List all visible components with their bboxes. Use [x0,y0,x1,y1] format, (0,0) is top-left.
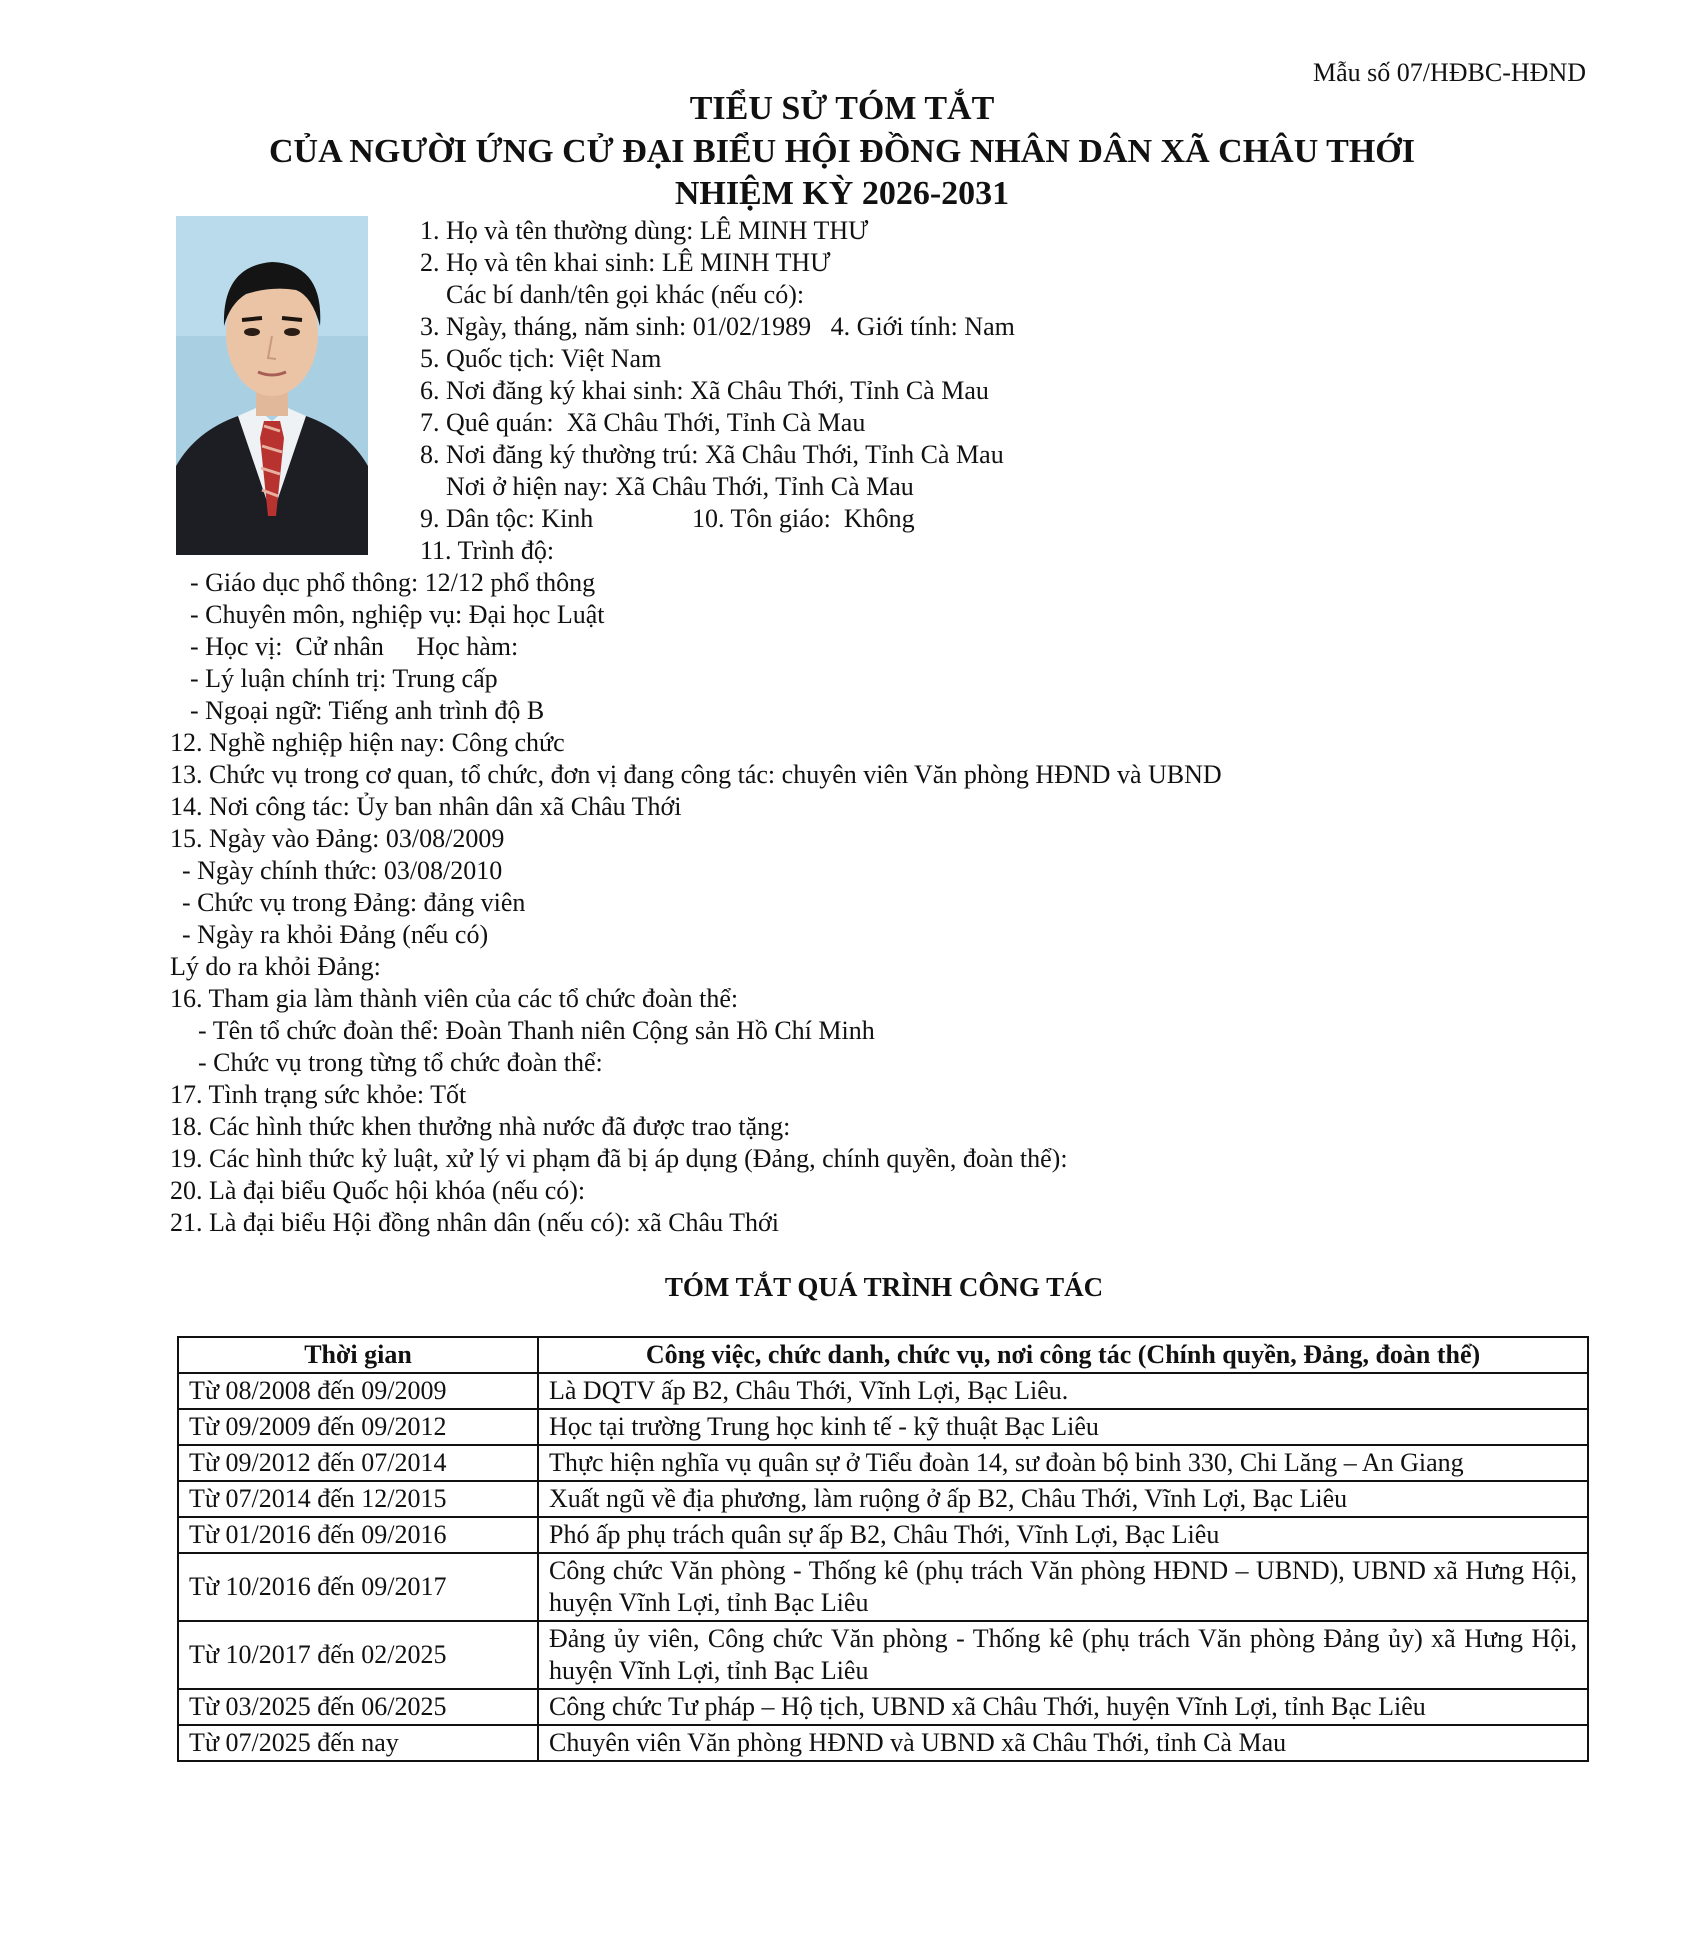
description-cell: Học tại trường Trung học kinh tế - kỹ thuật Bạc Liêu [538,1409,1588,1445]
period-cell: Từ 10/2016 đến 09/2017 [178,1553,538,1621]
period-cell: Từ 09/2009 đến 09/2012 [178,1409,538,1445]
party-official-date: - Ngày chính thức: 03/08/2010 [182,856,503,885]
period-cell: Từ 07/2025 đến nay [178,1725,538,1761]
current-position: 13. Chức vụ trong cơ quan, tổ chức, đơn vị đang công tác: chuyên viên Văn phòng HĐND và UBND [170,760,1222,789]
union-membership: 16. Tham gia làm thành viên của các tổ chức đoàn thể: [170,984,739,1013]
description-cell: Phó ấp phụ trách quân sự ấp B2, Châu Thới, Vĩnh Lợi, Bạc Liêu [538,1517,1588,1553]
awards: 18. Các hình thức khen thưởng nhà nước đã được trao tặng: [170,1112,791,1141]
table-row [178,1445,1588,1481]
permanent-residence: 8. Nơi đăng ký thường trú: Xã Châu Thới, Tỉnh Cà Mau [420,440,1004,469]
birth-registration-place: 6. Nơi đăng ký khai sinh: Xã Châu Thới, Tỉnh Cà Mau [420,376,989,405]
academic-degree: - Học vị: Cử nhân Học hàm: [190,632,519,661]
aliases: Các bí danh/tên gọi khác (nếu có): [446,280,805,309]
health-status: 17. Tình trạng sức khỏe: Tốt [170,1080,467,1109]
foreign-language: - Ngoại ngữ: Tiếng anh trình độ B [190,696,545,725]
term-title: NHIỆM KỲ 2026-2031 [674,175,1010,212]
party-join-date: 15. Ngày vào Đảng: 03/08/2009 [170,824,505,853]
education-heading: 11. Trình độ: [420,536,555,565]
description-cell: Đảng ủy viên, Công chức Văn phòng - Thống kê (phụ trách Văn phòng Đảng ủy) xã Hưng Hội, huyện Vĩnh Lợi, tỉnh Bạc Liêu [538,1621,1588,1689]
portrait-photo [176,216,368,555]
period-cell: Từ 09/2012 đến 07/2014 [178,1445,538,1481]
work-history-table [177,1336,1589,1762]
union-name: - Tên tổ chức đoàn thể: Đoàn Thanh niên Cộng sản Hồ Chí Minh [198,1016,875,1045]
hometown: 7. Quê quán: Xã Châu Thới, Tỉnh Cà Mau [420,408,866,437]
period-cell: Từ 01/2016 đến 09/2016 [178,1517,538,1553]
description-cell: Công chức Văn phòng - Thống kê (phụ trách Văn phòng HĐND – UBND), UBND xã Hưng Hội, huyện Vĩnh Lợi, tỉnh Bạc Liêu [538,1553,1588,1621]
description-cell: Chuyên viên Văn phòng HĐND và UBND xã Châu Thới, tỉnh Cà Mau [538,1725,1588,1761]
form-number: Mẫu số 07/HĐBC-HĐND [1313,58,1586,87]
table-row [178,1373,1588,1409]
disciplinary-actions: 19. Các hình thức kỷ luật, xử lý vi phạm đã bị áp dụng (Đảng, chính quyền, đoàn thể): [170,1144,1068,1173]
common-name: 1. Họ và tên thường dùng: LÊ MINH THƯ [420,216,869,245]
national-assembly-delegate: 20. Là đại biểu Quốc hội khóa (nếu có): [170,1176,586,1205]
nationality: 5. Quốc tịch: Việt Nam [420,344,662,373]
column-header-time: Thời gian [178,1337,538,1373]
table-header-row [178,1337,1588,1373]
column-header-description: Công việc, chức danh, chức vụ, nơi công tác (Chính quyền, Đảng, đoàn thể) [538,1337,1588,1373]
period-cell: Từ 10/2017 đến 02/2025 [178,1621,538,1689]
period-cell: Từ 03/2025 đến 06/2025 [178,1689,538,1725]
document-title: TIỂU SỬ TÓM TẮT [689,90,995,127]
party-leave-date: - Ngày ra khỏi Đảng (nếu có) [182,920,489,949]
party-position: - Chức vụ trong Đảng: đảng viên [182,888,526,917]
document-subtitle: CỦA NGƯỜI ỨNG CỬ ĐẠI BIỂU HỘI ĐỒNG NHÂN DÂN XÃ CHÂU THỚI [269,133,1415,170]
work-history-title: TÓM TẮT QUÁ TRÌNH CÔNG TÁC [664,1272,1104,1302]
ethnicity: 9. Dân tộc: Kinh [420,504,594,533]
description-cell: Thực hiện nghĩa vụ quân sự ở Tiểu đoàn 14, sư đoàn bộ binh 330, Chi Lăng – An Giang [538,1445,1588,1481]
party-leave-reason: Lý do ra khỏi Đảng: [170,952,381,981]
table-row [178,1481,1588,1517]
current-residence: Nơi ở hiện nay: Xã Châu Thới, Tỉnh Cà Mau [446,472,914,501]
table-row [178,1409,1588,1445]
period-cell: Từ 07/2014 đến 12/2015 [178,1481,538,1517]
people-council-delegate: 21. Là đại biểu Hội đồng nhân dân (nếu có): xã Châu Thới [170,1208,779,1237]
description-cell: Công chức Tư pháp – Hộ tịch, UBND xã Châu Thới, huyện Vĩnh Lợi, tỉnh Bạc Liêu [538,1689,1588,1725]
union-position: - Chức vụ trong từng tổ chức đoàn thể: [198,1048,603,1077]
table-row [178,1621,1588,1689]
religion: 10. Tôn giáo: Không [692,504,915,533]
birth-date-gender: 3. Ngày, tháng, năm sinh: 01/02/1989 4. Giới tính: Nam [420,312,1015,341]
table-row [178,1689,1588,1725]
workplace: 14. Nơi công tác: Ủy ban nhân dân xã Châu Thới [170,792,682,821]
political-theory: - Lý luận chính trị: Trung cấp [190,664,498,693]
birth-name: 2. Họ và tên khai sinh: LÊ MINH THƯ [420,248,831,277]
professional-qualification: - Chuyên môn, nghiệp vụ: Đại học Luật [190,600,605,629]
description-cell: Là DQTV ấp B2, Châu Thới, Vĩnh Lợi, Bạc Liêu. [538,1373,1588,1409]
table-row [178,1553,1588,1621]
general-education: - Giáo dục phổ thông: 12/12 phổ thông [190,568,596,597]
period-cell: Từ 08/2008 đến 09/2009 [178,1373,538,1409]
table-row [178,1725,1588,1761]
current-occupation: 12. Nghề nghiệp hiện nay: Công chức [170,728,565,757]
description-cell: Xuất ngũ về địa phương, làm ruộng ở ấp B2, Châu Thới, Vĩnh Lợi, Bạc Liêu [538,1481,1588,1517]
table-row [178,1517,1588,1553]
